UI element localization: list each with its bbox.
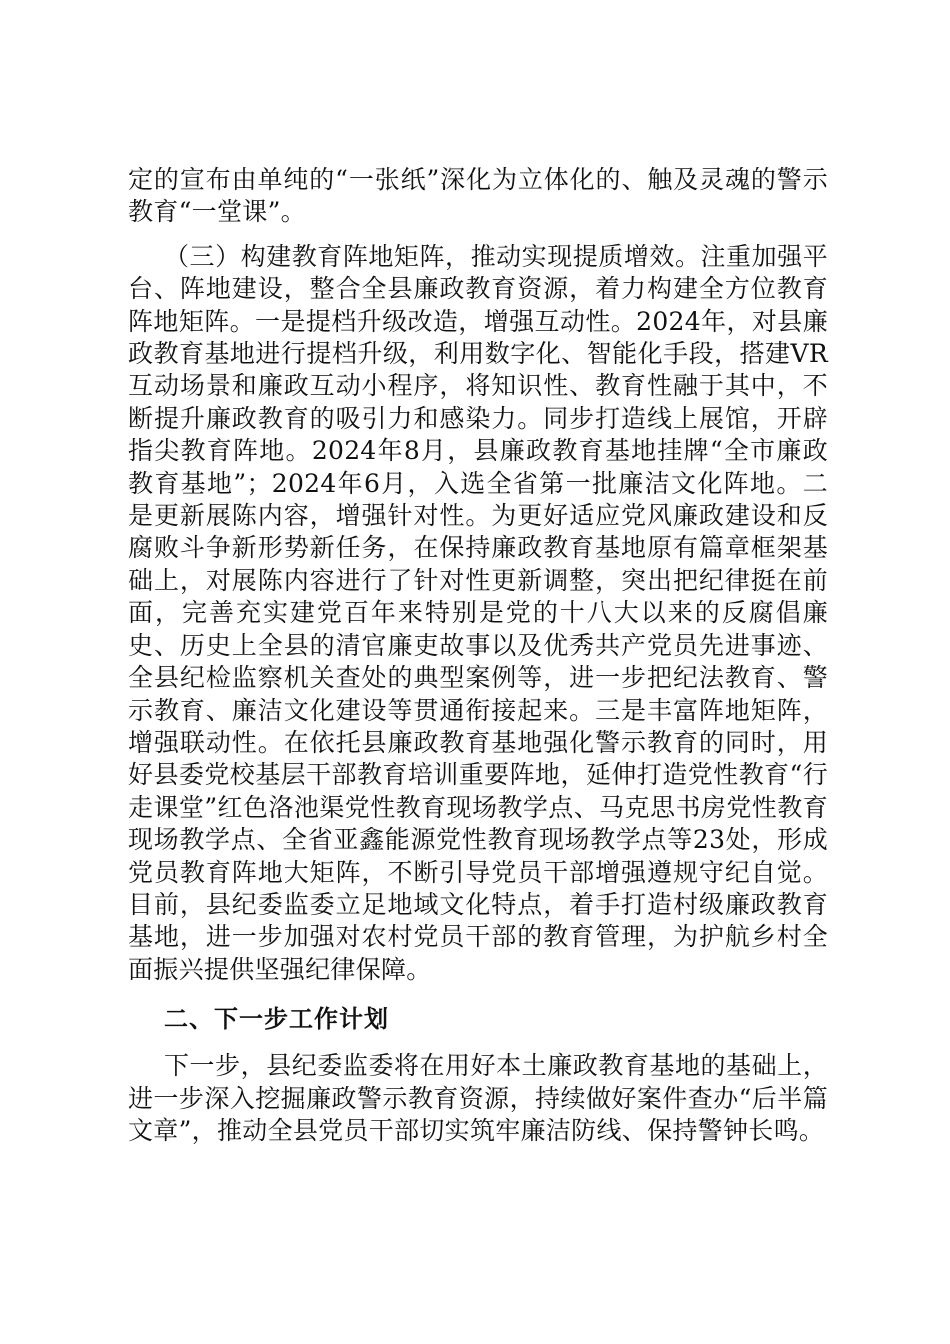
paragraph-spacer — [128, 229, 828, 241]
document-page — [128, 164, 828, 1147]
section-three-paragraph: （三）构建教育阵地矩阵，推动实现提质增效。注重加强平台、阵地建设，整合全县廉政教育资源，着力构建全方位教育阵地矩阵。一是提档升级改造，增强互动性。2024年，对县廉政教育基地进行提档升级，利用数字化、智能化手段，搭建VR互动场景和廉政互动小程序，将知识性、教育性融于其中，不断提升廉政教育的吸引力和感染力。同步打造线上展馆，开辟指尖教育阵地。2024年8月，县廉政教育基地挂牌“全市廉政教育基地”；2024年6月，入选全省第一批廉洁文化阵地。二是更新展陈内容，增强针对性。为更好适应党风廉政建设和反腐败斗争新形势新任务，在保持廉政教育基地原有篇章框架基础上，对展陈内容进行了针对性更新调整，突出把纪律挺在前面，完善充实建党百年来特别是党的十八大以来的反腐倡廉史、历史上全县的清官廉吏故事以及优秀共产党员先进事迹、全县纪检监察机关查处的典型案例等，进一步把纪法教育、警示教育、廉洁文化建设等贯通衔接起来。三是丰富阵地矩阵，增强联动性。在依托县廉政教育基地强化警示教育的同时，用好县委党校基层干部教育培训重要阵地，延伸打造党性教育“行走课堂”红色洛池渠党性教育现场教学点、马克思书房党性教育现场教学点、全省亚鑫能源党性教育现场教学点等23处，形成党员教育阵地大矩阵，不断引导党员干部增强遵规守纪自觉。目前，县纪委监委立足地域文化特点，着手打造村级廉政教育基地，进一步加强对农村党员干部的教育管理，为护航乡村全面振兴提供坚强纪律保障。 — [128, 241, 828, 984]
heading-spacer-top — [128, 986, 828, 1002]
work-plan-paragraph: 下一步，县纪委监委将在用好本土廉政教育基地的基础上，进一步深入挖掘廉政警示教育资源，持续做好案件查办“后半篇文章”，推动全县党员干部切实筑牢廉洁防线、保持警钟长鸣。 — [128, 1051, 828, 1145]
continued-paragraph: 定的宣布由单纯的“一张纸”深化为立体化的、触及灵魂的警示教育“一堂课”。 — [128, 165, 828, 227]
section-heading: 二、下一步工作计划 — [164, 1005, 389, 1034]
heading-spacer-bottom — [128, 1036, 828, 1050]
